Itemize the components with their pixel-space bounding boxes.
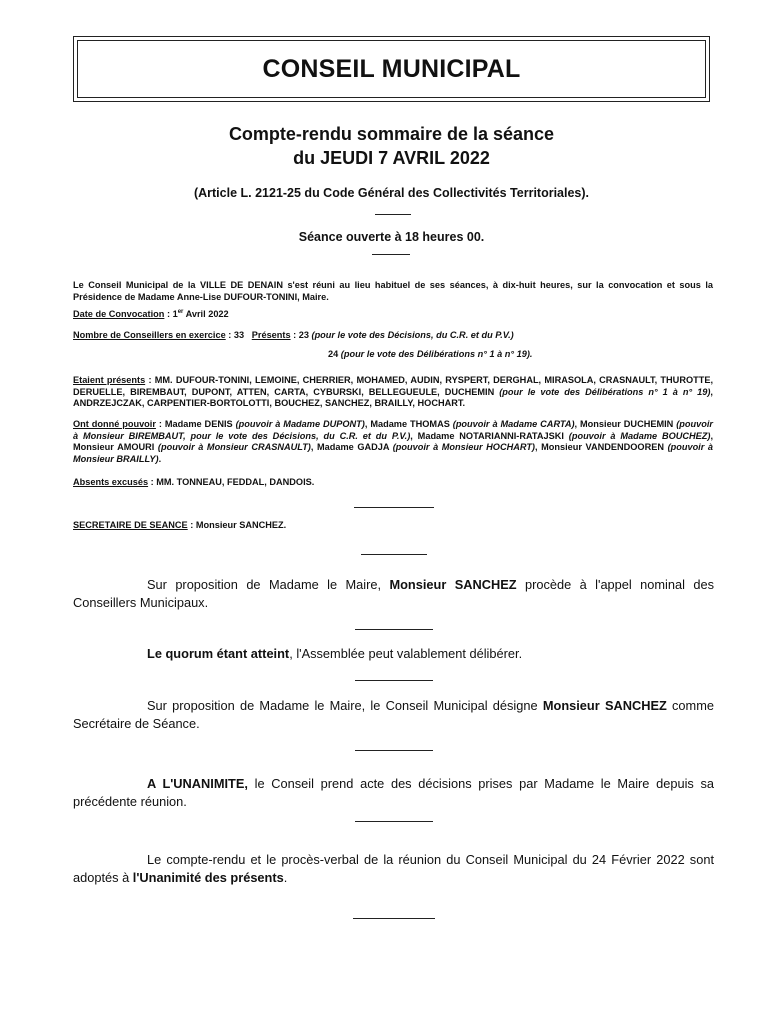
- convocation-sep: :: [164, 309, 173, 319]
- presents-paragraph: [73, 375, 713, 410]
- article-reference: (Article L. 2121-25 du Code Général des Collectivités Territoriales).: [193, 186, 590, 200]
- conseillers-label: Nombre de Conseillers en exercice: [73, 330, 226, 340]
- p2-text-b: , l'Assemblée peut valablement délibérer.: [289, 646, 523, 661]
- pouvoirs-n1: (pouvoir à Madame DUPONT): [235, 419, 365, 429]
- separator-rule: [355, 750, 433, 751]
- secretaire-line: [73, 520, 713, 532]
- separator-rule: [355, 680, 433, 681]
- p3-text-b: Monsieur SANCHEZ: [542, 698, 667, 713]
- separator-rule: [355, 821, 433, 822]
- p5-text-c: .: [283, 869, 288, 885]
- pouvoirs-n6: (pouvoir à Monsieur HOCHART): [392, 442, 535, 453]
- paragraph-secretaire: [73, 697, 714, 732]
- pouvoirs-t6: , Madame GADJA: [310, 442, 393, 453]
- paragraph-appel-nominal: [73, 576, 714, 611]
- pouvoirs-t2: , Madame THOMAS: [364, 419, 453, 429]
- title-frame: [73, 36, 710, 102]
- pouvoirs-t8: .: [158, 453, 162, 464]
- p3-text-c: comme Secrétaire de Séance.: [73, 698, 714, 731]
- pouvoirs-n3: (pouvoir à Monsieur BIREMBAUT, pour le vote des Décisions, du C.R. et du P.V.): [73, 419, 713, 441]
- separator-rule: [375, 214, 411, 215]
- pouvoirs-t5: , Monsieur AMOURI: [73, 430, 713, 453]
- presents-count-2: 24: [328, 349, 341, 359]
- conseillers-value: : 33: [225, 330, 245, 340]
- secretaire-label: SECRETAIRE DE SEANCE: [73, 520, 188, 530]
- presents-count-1: : 23: [290, 330, 312, 340]
- subtitle-line-1: Compte-rendu sommaire de la séance: [228, 124, 555, 144]
- p5-text-b: l'Unanimité des présents: [132, 869, 284, 885]
- paragraph-quorum: [73, 645, 714, 663]
- intro-text: Le Conseil Municipal de la VILLE DE DENAIN s'est réuni au lieu habituel de ses séances, à dix-huit heures, sur la convocation et sous la Présidence de Madame Anne-Lise DUFOUR-TONINI, Maire.: [73, 280, 713, 302]
- presents-text-1: : MM. DUFOUR-TONINI, LEMOINE, CHERRIER, MOHAMED, AUDIN, RYSPERT, DERGHAL, MIRASOLA, CRASNAULT, THUROTTE, DERUELLE, BIREMBAUT, DUPONT, ATTEN, CARTA, CYBURSKI, BELLEGUEULE, DUCHEMIN: [73, 375, 714, 397]
- pouvoirs-n7: (pouvoir à Monsieur BRAILLY): [73, 442, 713, 464]
- presents-count-label: Présents: [251, 330, 291, 340]
- conseillers-line: [73, 330, 713, 342]
- convocation-day: 1: [172, 309, 178, 319]
- document-title: CONSEIL MUNICIPAL: [262, 54, 521, 83]
- p3-text-a: Sur proposition de Madame le Maire, le Conseil Municipal désigne: [147, 698, 543, 713]
- pouvoirs-t7: , Monsieur VANDENDOOREN: [535, 442, 668, 453]
- intro-paragraph: [73, 280, 713, 303]
- absents-text: : MM. TONNEAU, FEDDAL, DANDOIS.: [148, 477, 315, 487]
- p1-text-c: procède à l'appel nominal des Conseillers Municipaux.: [73, 577, 714, 610]
- subtitle-line-2: du JEUDI 7 AVRIL 2022: [293, 148, 490, 168]
- separator-rule: [353, 918, 435, 919]
- presents-label: Etaient présents: [73, 375, 146, 385]
- absents-label: Absents excusés: [73, 477, 149, 487]
- presents-note-1: (pour le vote des Décisions, du C.R. et du P.V.): [311, 330, 514, 340]
- pouvoirs-label: Ont donné pouvoir: [73, 419, 156, 429]
- paragraph-compte-rendu: [73, 851, 714, 886]
- convocation-line: [73, 309, 713, 321]
- presents-text-2: , ANDRZEJCZAK, CARPENTIER-BORTOLOTTI, BOUCHEZ, SANCHEZ, BRAILLY, HOCHART.: [73, 386, 713, 409]
- seance-ouverte: Séance ouverte à 18 heures 00.: [298, 230, 485, 244]
- pouvoirs-n4: (pouvoir à Madame BOUCHEZ): [568, 430, 711, 441]
- pouvoirs-t1: : Madame DENIS: [155, 419, 236, 429]
- conseillers-line-2: [328, 349, 708, 361]
- presents-note: (pour le vote des Délibérations n° 1 à n° 19): [499, 386, 711, 397]
- pouvoirs-n5: (pouvoir à Monsieur CRASNAULT): [157, 442, 311, 453]
- convocation-label: Date de Convocation: [73, 309, 165, 319]
- pouvoirs-n2: (pouvoir à Madame CARTA): [452, 419, 575, 429]
- pouvoirs-t4: , Madame NOTARIANNI-RATAJSKI: [410, 430, 569, 441]
- separator-rule: [354, 507, 434, 508]
- absents-line: [73, 477, 713, 489]
- p2-text-a: Le quorum étant atteint: [147, 646, 290, 661]
- title-inner-frame: [77, 40, 706, 98]
- paragraph-decisions: [73, 775, 714, 810]
- convocation-sup: er: [177, 308, 184, 315]
- presents-note-2: (pour le vote des Délibérations n° 1 à n° 19).: [340, 349, 533, 359]
- p1-text-a: Sur proposition de Madame le Maire,: [147, 577, 390, 592]
- p4-text-b: le Conseil prend acte des décisions prises par Madame le Maire depuis sa précédente réunion.: [73, 776, 715, 809]
- separator-rule: [355, 629, 433, 630]
- pouvoirs-t3: , Monsieur DUCHEMIN: [574, 419, 677, 429]
- separator-rule: [361, 554, 427, 555]
- p4-text-a: A L'UNANIMITE,: [147, 776, 248, 791]
- pouvoirs-paragraph: [73, 419, 713, 465]
- p1-text-b: Monsieur SANCHEZ: [389, 577, 517, 592]
- secretaire-text: : Monsieur SANCHEZ.: [187, 520, 287, 530]
- separator-rule: [372, 254, 410, 255]
- convocation-rest: Avril 2022: [183, 309, 229, 319]
- p5-text-a: Le compte-rendu et le procès-verbal de la réunion du Conseil Municipal du 24 Février 2022 sont adoptés à: [73, 852, 714, 885]
